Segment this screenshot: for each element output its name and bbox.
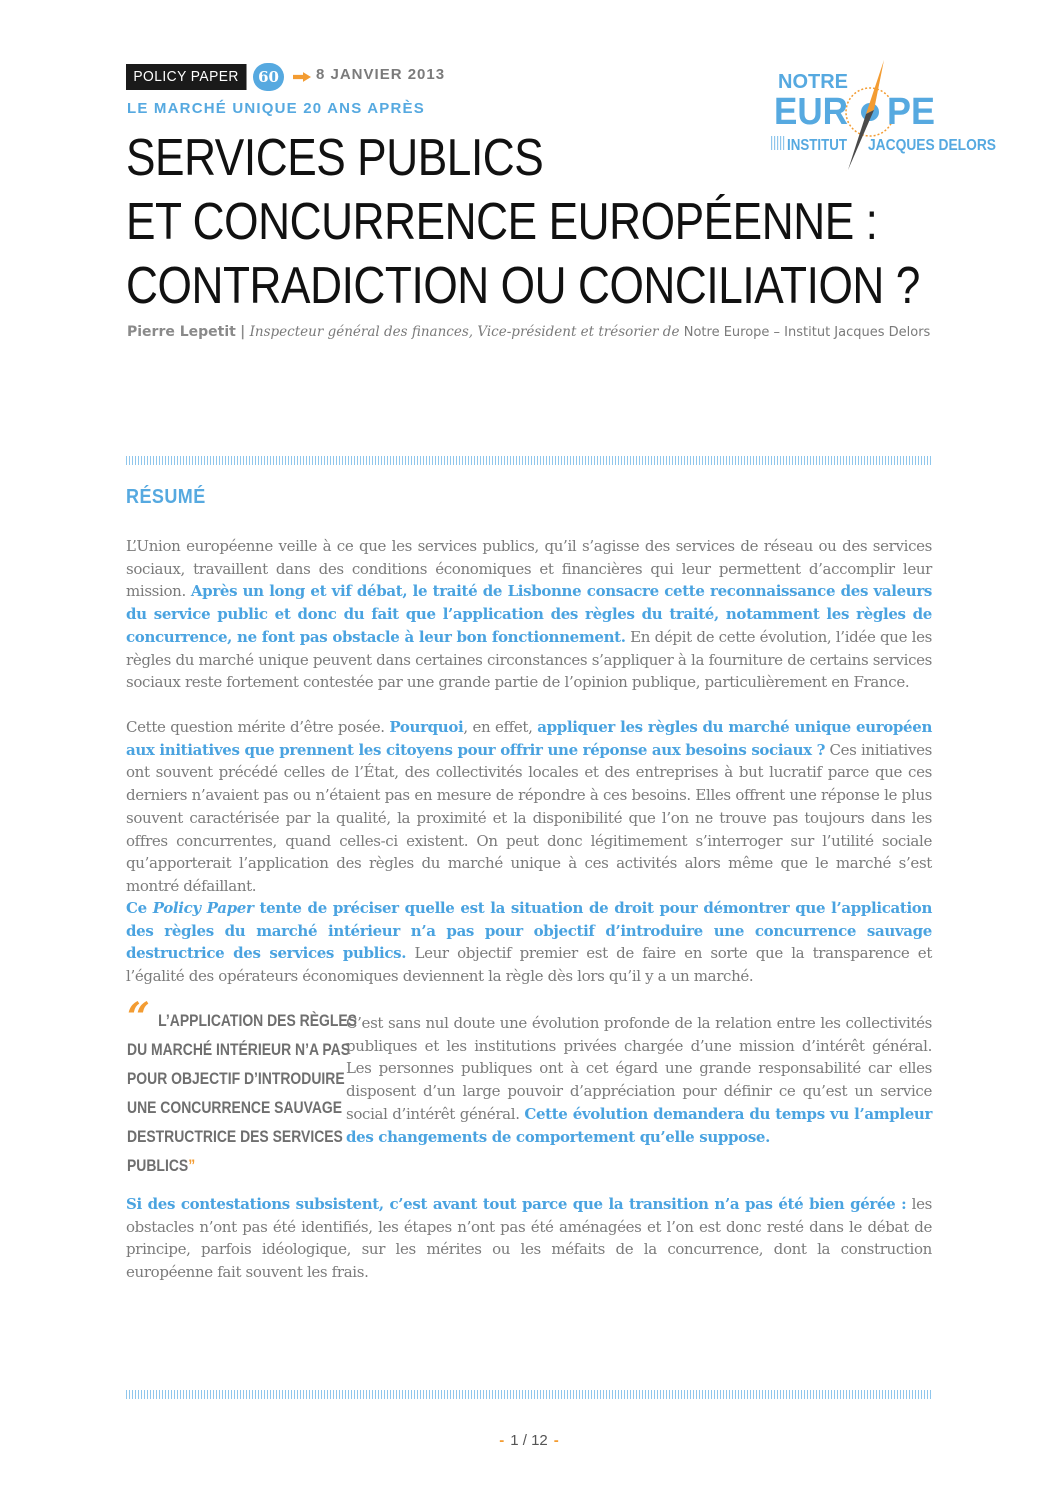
text-run: Ces initiatives ont souvent précédé celles de l’État, des collectivités locales et des entreprises à but lucratif parce que ces derniers n’avaient pas ou n’étaient pas en mesure de répondre à ces besoins. Elles offrent une réponse le plus souvent caractérisée par la qualité, la proximité et la disponibilité que l’on ne trouve pas toujours dans les offres concurrentes, quand celles-ci existent. On peut donc légitimement s’interroger sur l’utilité sociale qu’apporterait l’application des règles du marché unique à ces activités alors même que le marché s’est montré défaillant. [126, 740, 932, 895]
logo-text-jacques-delors: JACQUES DELORS [868, 137, 997, 154]
text-run-italic: Policy Paper [152, 899, 254, 917]
summary-paragraph-5 [126, 1193, 932, 1284]
text-run-bold: Après un long et vif débat, le traité de Lisbonne consacre cette reconnaissance des valeurs du service public et donc du fait que l’application des règles du traité, notamment les règles de concurrence, ne font pas obstacle à leur bon fonctionnement. [126, 582, 932, 646]
open-quote-mark: “ [127, 994, 151, 1041]
title-line: ET CONCURRENCE EUROPÉENNE : [126, 193, 878, 251]
pull-quote-line: L’APPLICATION DES RÈGLES [158, 1011, 357, 1030]
text-run: L’Union européenne veille à ce que les services publics, qu’il s’agisse des services de réseau ou des services sociaux, travaillent dans des conditions économiques et financières qui leur permettent d’accomplir leur mission. [126, 537, 932, 601]
logo-text-notre: NOTRE [778, 71, 848, 93]
pull-quote-line: UNE CONCURRENCE SAUVAGE [127, 1098, 343, 1117]
text-run-bold: Pourquoi [389, 718, 464, 736]
text-run: Leur objectif premier est de faire en sorte que la transparence et l’égalité des opérateurs économiques deviennent la règle dès lors qu’il y a un marché. [126, 944, 932, 986]
text-run: En dépit de cette évolution, l’idée que les règles du marché unique peuvent dans certaines circonstances s’appliquer à la fourniture de certains services sociaux reste fortement contestée par une grande partie de l’opinion publique, particulièrement en France. [126, 627, 932, 692]
page-number: 1 / 12 [510, 1432, 548, 1449]
divider [126, 456, 932, 465]
summary-paragraph-4 [346, 1012, 932, 1148]
text-run-bold: Si des contestations subsistent, c’est avant tout parce que la transition n’a pas été bien gérée : [126, 1195, 907, 1213]
arrow-right-icon [293, 70, 311, 84]
author-role: Inspecteur général des finances, Vice-président et trésorier de [249, 324, 680, 340]
series-label: LE MARCHÉ UNIQUE 20 ANS APRÈS [127, 100, 425, 117]
text-run-bold: Ce [126, 899, 153, 917]
policy-paper-badge: POLICY PAPER [126, 64, 246, 90]
summary-paragraph-3 [126, 897, 932, 988]
notre-europe-logo [770, 52, 1002, 172]
text-run: , en effet, [463, 718, 538, 736]
text-run: C’est sans nul doute une évolution profonde de la relation entre les collectivités publiques et les institutions privées chargée d’une mission d’intérêt général. Les personnes publiques ont à cet égard une grande responsabilité car elles disposent d’un large pouvoir d’appréciation pour définir ce qu’est un service social d’intérêt général. [346, 1014, 932, 1123]
pull-quote-line: DESTRUCTRICE DES SERVICES [127, 1127, 343, 1146]
text-run-bold: Cette évolution demandera du temps vu l’ampleur des changements de comportement qu’elle suppose. [346, 1104, 933, 1146]
author-institution: Notre Europe – Institut Jacques Delors [683, 325, 931, 340]
title-line: CONTRADICTION OU CONCILIATION ? [126, 257, 920, 315]
page-indicator [0, 1432, 1058, 1449]
page-dash-left: - [499, 1432, 505, 1449]
publication-date: 8 JANVIER 2013 [316, 66, 446, 83]
pull-quote [127, 994, 357, 1180]
pull-quote-line: DU MARCHÉ INTÉRIEUR N’A PAS [127, 1040, 351, 1059]
summary-paragraph-2 [126, 716, 932, 898]
page-dash-right: - [553, 1432, 559, 1449]
logo-text-eur: EUR [774, 91, 848, 133]
divider [126, 1390, 932, 1399]
pull-quote-line: PUBLICS [127, 1156, 189, 1175]
issue-number: 60 [253, 63, 284, 91]
pull-quote-line: POUR OBJECTIF D’INTRODUIRE [127, 1069, 345, 1088]
text-run-bold: appliquer les règles du marché unique européen aux initiatives que prennent les citoyens pour offrir une réponse aux besoins sociaux ? [126, 718, 932, 759]
summary-heading: RÉSUMÉ [126, 486, 206, 508]
compass-icon [770, 52, 1002, 172]
text-run-bold: tente de préciser quelle est la situation de droit pour démontrer que l’application des règles du marché intérieur n’a pas pour objectif d’introduire une concurrence sauvage destructrice des services publics. [126, 899, 932, 963]
author-separator: | [240, 324, 246, 340]
author-line [127, 324, 930, 340]
logo-text-institut: INSTITUT [787, 137, 848, 154]
title-line: SERVICES PUBLICS [126, 129, 544, 187]
text-run: les obstacles n’ont pas été identifiés, les étapes n’ont pas été aménagées et l’on est donc resté dans le débat de principe, parfois idéologique, sur les mérites ou les méfaits de la concurrence, dont la construction européenne fait souvent les frais. [126, 1195, 932, 1282]
summary-paragraph-1 [126, 535, 932, 694]
logo-text-pe: PE [887, 91, 935, 133]
author-name: Pierre Lepetit [127, 324, 236, 340]
text-run: Cette question mérite d’être posée. [126, 718, 390, 736]
close-quote-mark: ” [188, 1156, 196, 1175]
